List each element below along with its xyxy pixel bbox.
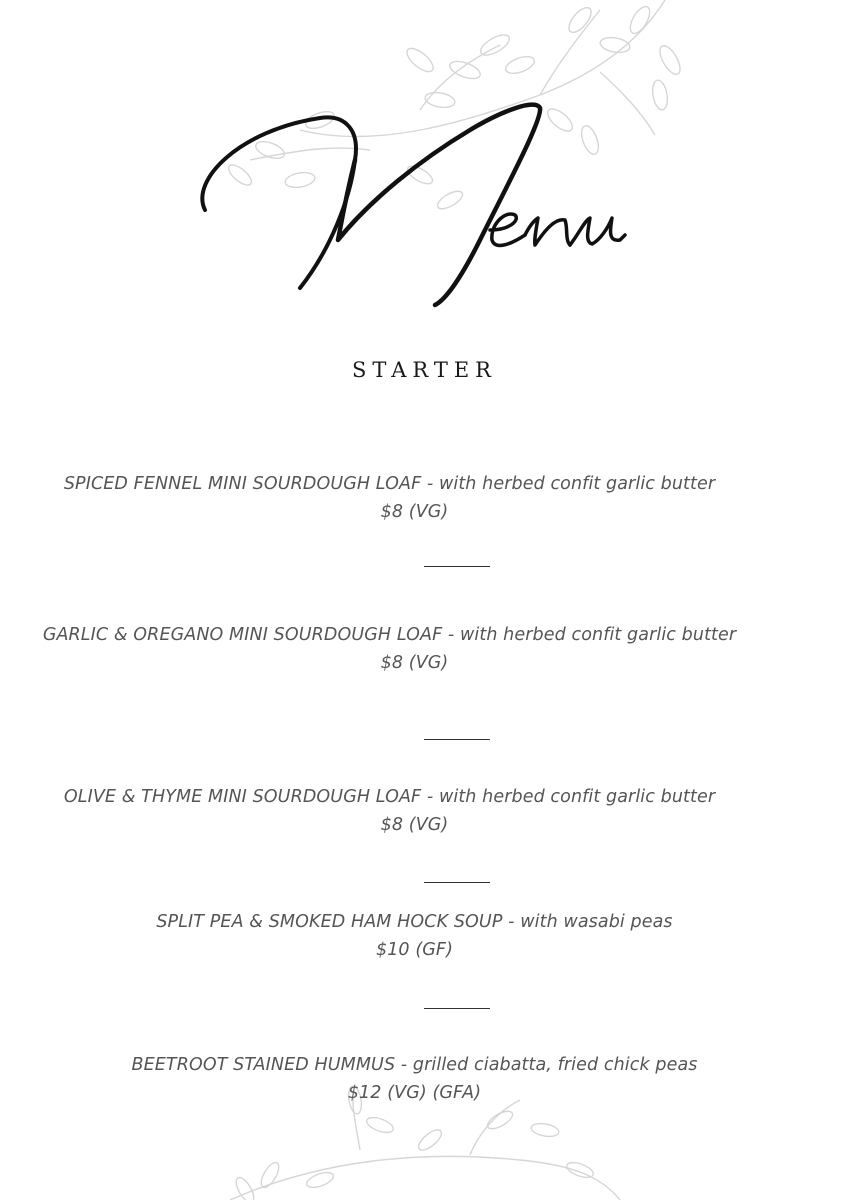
menu-item-name: BEETROOT STAINED HUMMUS - grilled ciabatta, fried chick peas: [131, 1055, 698, 1075]
menu-item: [40, 783, 849, 839]
section-title-starter: STARTER: [351, 358, 497, 382]
menu-item: [40, 1051, 849, 1107]
menu-item-name: SPLIT PEA & SMOKED HAM HOCK SOUP - with wasabi peas: [156, 912, 673, 932]
menu-item-price: $10 (GF): [375, 940, 454, 960]
menu-item-name: GARLIC & OREGANO MINI SOURDOUGH LOAF - with herbed confit garlic butter: [42, 625, 737, 645]
menu-item-name: OLIVE & THYME MINI SOURDOUGH LOAF - with herbed confit garlic butter: [63, 787, 716, 807]
menu-item-name: SPICED FENNEL MINI SOURDOUGH LOAF - with herbed confit garlic butter: [63, 474, 716, 494]
menu-item-price: $8 (VG): [380, 502, 449, 522]
divider: [424, 739, 490, 740]
menu-item-price: $8 (VG): [380, 815, 449, 835]
menu-item-price: $8 (VG): [380, 653, 449, 673]
menu-item: [40, 621, 849, 677]
menu-title: [180, 90, 650, 320]
divider: [424, 882, 490, 883]
menu-item-price: $12 (VG) (GFA): [347, 1083, 482, 1103]
divider: [424, 1008, 490, 1009]
menu-item: [40, 470, 849, 526]
divider: [424, 566, 490, 567]
menu-item: [40, 908, 849, 964]
